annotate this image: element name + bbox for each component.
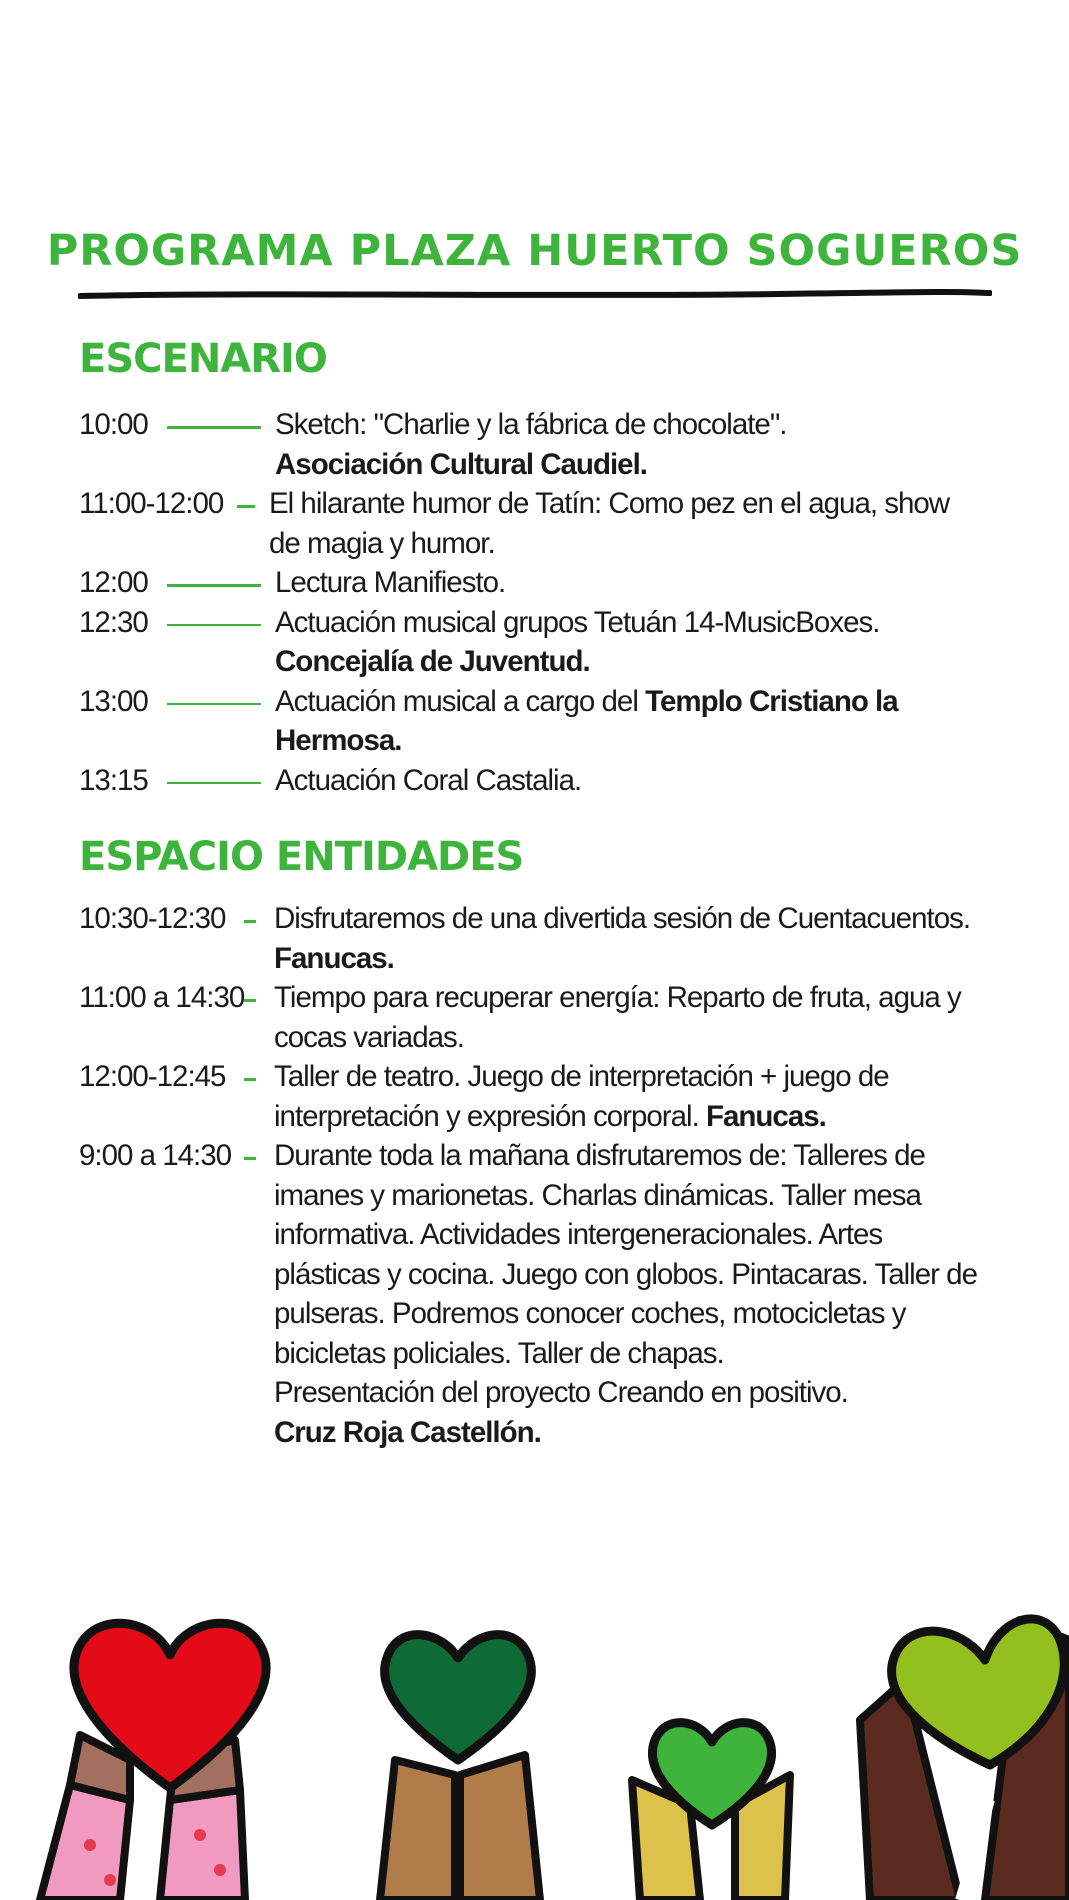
- entry-extra-text: Presentación del proyecto Creando en positivo.: [274, 1376, 848, 1409]
- entry-text: Sketch: "Charlie y la fábrica de chocolate".: [275, 408, 787, 441]
- hearts-hands-illustration: [0, 1560, 1069, 1900]
- entry-organizer: Asociación Cultural Caudiel.: [275, 447, 647, 481]
- entry-description: [275, 761, 987, 801]
- entry-text: Actuación Coral Castalia.: [275, 763, 582, 797]
- entry-description: [274, 899, 994, 978]
- hands-green-heart: [632, 1723, 790, 1900]
- page-title: PROGRAMA PLAZA HUERTO SOGUEROS: [46, 226, 1023, 276]
- entry-text: Disfrutaremos de una divertida sesión de Cuentacuentos.: [274, 902, 971, 935]
- schedule-entry: [79, 682, 1019, 761]
- entry-dash: [244, 920, 256, 923]
- entry-time: 10:30-12:30: [79, 902, 226, 935]
- schedule-entry: [79, 1136, 1019, 1452]
- entry-dash: [167, 624, 261, 627]
- entry-dash: [244, 1157, 256, 1160]
- entry-description: [269, 484, 981, 563]
- entry-text: Taller de teatro. Juego de interpretación + juego de interpretación y expresión corporal.: [274, 1060, 889, 1133]
- schedule-escenario: [79, 405, 1019, 800]
- entry-text: Lectura Manifiesto.: [275, 566, 506, 599]
- entry-text: Tiempo para recuperar energía: Reparto de fruta, agua y cocas variadas.: [274, 981, 961, 1054]
- entry-dash: [167, 703, 261, 706]
- entry-description: [275, 682, 987, 761]
- entry-dash: [237, 505, 255, 508]
- entry-description: [274, 1057, 994, 1136]
- entry-description: [274, 1136, 994, 1452]
- hands-red-heart: [40, 1623, 266, 1900]
- entry-dash: [167, 782, 261, 785]
- entry-time: 10:00: [79, 408, 148, 441]
- entry-description: [275, 563, 987, 603]
- entry-time: 13:00: [79, 684, 148, 718]
- schedule-entry: [79, 405, 1019, 484]
- entry-text: Actuación musical grupos Tetuán 14-MusicBoxes.: [275, 605, 880, 639]
- title-underline: [78, 288, 992, 302]
- entry-organizer: Cruz Roja Castellón.: [274, 1415, 541, 1449]
- entry-dash: [244, 1078, 256, 1081]
- schedule-entidades: [79, 899, 1019, 1452]
- entry-text: Actuación musical a cargo del: [275, 684, 638, 718]
- section-heading-escenario: ESCENARIO: [79, 336, 327, 382]
- entry-organizer: Fanucas.: [705, 1099, 826, 1133]
- entry-organizer: Fanucas.: [274, 941, 394, 975]
- entry-dash: [244, 999, 256, 1002]
- schedule-entry: [79, 978, 1019, 1057]
- entry-description: [275, 405, 987, 484]
- entry-text: El hilarante humor de Tatín: Como pez en el agua, show de magia y humor.: [269, 487, 950, 560]
- hands-dark-green-heart: [380, 1635, 540, 1900]
- entry-description: [275, 603, 987, 682]
- entry-time: 11:00-12:00: [79, 487, 224, 520]
- entry-dash: [167, 584, 261, 587]
- entry-text: Durante toda la mañana disfrutaremos de: Talleres de imanes y marionetas. Charlas dinámicas. Taller mesa informativa. Actividades intergeneracionales. Artes plásticas y cocina. Juego con globos. Pintacaras. Taller de pulseras. Podremos conocer coches, motocicletas y bicicletas policiales. Taller de chapas.: [274, 1139, 977, 1370]
- schedule-entry: [79, 1057, 1019, 1136]
- section-heading-entidades: ESPACIO ENTIDADES: [79, 834, 524, 880]
- entry-time: 13:15: [79, 763, 148, 797]
- entry-time: 12:00: [79, 566, 148, 599]
- entry-dash: [167, 426, 261, 429]
- schedule-entry: [79, 899, 1019, 978]
- schedule-entry: [79, 761, 1019, 801]
- schedule-entry: [79, 484, 1019, 563]
- entry-time: 9:00 a 14:30: [79, 1139, 232, 1172]
- entry-time: 12:00-12:45: [79, 1060, 226, 1093]
- entry-time: 12:30: [79, 605, 148, 639]
- entry-description: [274, 978, 994, 1057]
- entry-organizer: Templo Cristiano la Hermosa.: [275, 684, 898, 757]
- entry-organizer: Concejalía de Juventud.: [275, 645, 590, 678]
- hands-lime-heart: [860, 1619, 1069, 1900]
- schedule-entry: [79, 563, 1019, 603]
- entry-time: 11:00 a 14:30: [79, 981, 245, 1014]
- schedule-entry: [79, 603, 1019, 682]
